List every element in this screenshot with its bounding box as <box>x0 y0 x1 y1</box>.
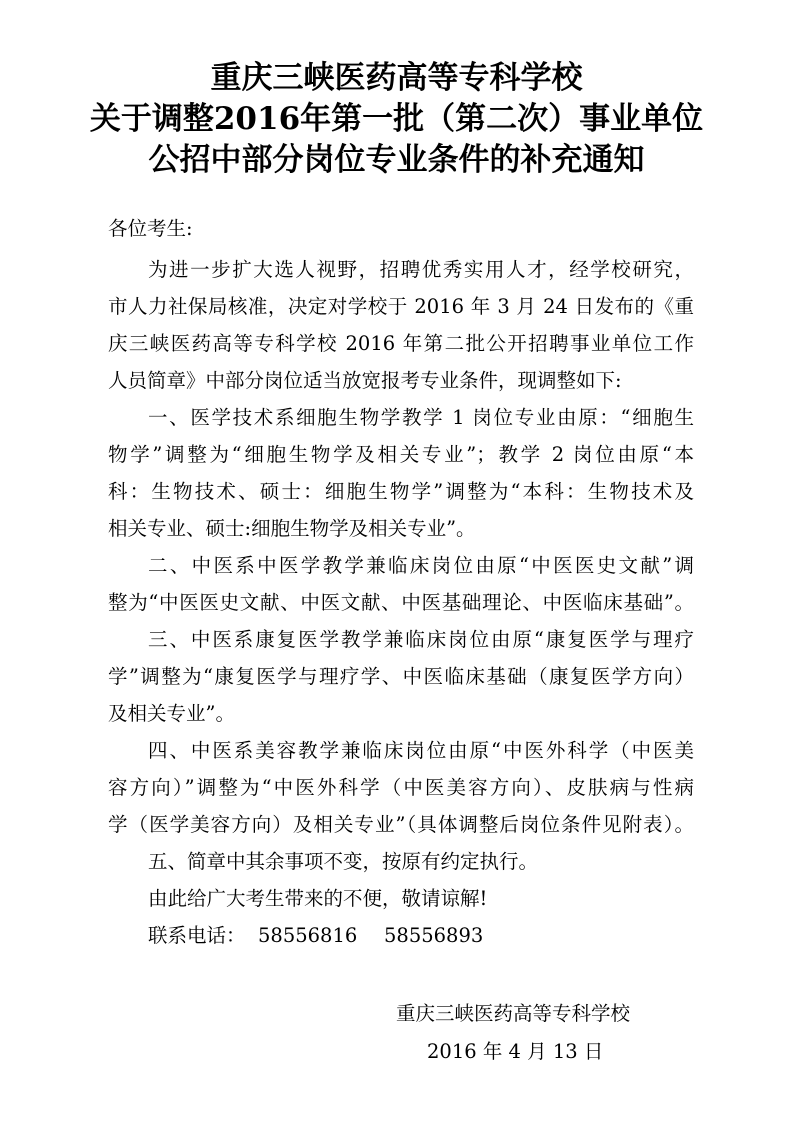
body-line: 为进一步扩大选人视野，招聘优秀实用人才，经学校研究， <box>148 258 694 281</box>
body-line: 科：生物技术、硕士：细胞生物学”调整为“本科：生物技术及 <box>108 480 694 503</box>
body-line: 学（医学美容方向）及相关专业”（具体调整后岗位条件见附表）。 <box>108 813 694 836</box>
body-line: 由此给广大考生带来的不便，敬请谅解! <box>148 887 488 910</box>
body-line: 及相关专业”。 <box>108 702 235 725</box>
body-line: 相关专业、硕士:细胞生物学及相关专业”。 <box>108 517 476 540</box>
signature-date: 2016 年 4 月 13 日 <box>427 1040 604 1063</box>
title-line-2: 关于调整2016年第一批（第二次）事业单位 <box>89 101 704 137</box>
body-line: 庆三峡医药高等专科学校 2016 年第二批公开招聘事业单位工作 <box>108 332 694 355</box>
body-line: 人员简章》中部分岗位适当放宽报考专业条件，现调整如下: <box>108 369 622 392</box>
contact-label: 联系电话： <box>148 924 246 947</box>
title-line-1: 重庆三峡医药高等专科学校 <box>210 60 583 96</box>
body-line: 市人力社保局核准，决定对学校于 2016 年 3 月 24 日发布的《重 <box>108 295 694 318</box>
contact-phone-2: 58556893 <box>384 924 484 947</box>
signature-org: 重庆三峡医药高等专科学校 <box>396 1002 631 1025</box>
body-line: 学”调整为“康复医学与理疗学、中医临床基础（康复医学方向） <box>108 665 694 688</box>
body-line: 物学”调整为“细胞生物学及相关专业”；教学 2 岗位由原“本 <box>108 443 694 466</box>
title-line-3: 公招中部分岗位专业条件的补充通知 <box>148 142 645 178</box>
body-line: 三、中医系康复医学教学兼临床岗位由原“康复医学与理疗 <box>148 628 694 651</box>
body-line: 四、中医系美容教学兼临床岗位由原“中医外科学（中医美 <box>148 739 694 762</box>
body-line: 五、简章中其余事项不变，按原有约定执行。 <box>148 850 539 873</box>
body-line: 容方向）”调整为“中医外科学（中医美容方向）、皮肤病与性病 <box>108 776 694 799</box>
contact-phone-1: 58556816 <box>258 924 358 947</box>
body-line: 整为“中医医史文献、中医文献、中医基础理论、中医临床基础”。 <box>108 591 694 614</box>
body-line: 一、医学技术系细胞生物学教学 1 岗位专业由原：“细胞生 <box>148 406 694 429</box>
body-line: 二、中医系中医学教学兼临床岗位由原“中医医史文献”调 <box>148 554 694 577</box>
salutation: 各位考生: <box>108 217 193 240</box>
